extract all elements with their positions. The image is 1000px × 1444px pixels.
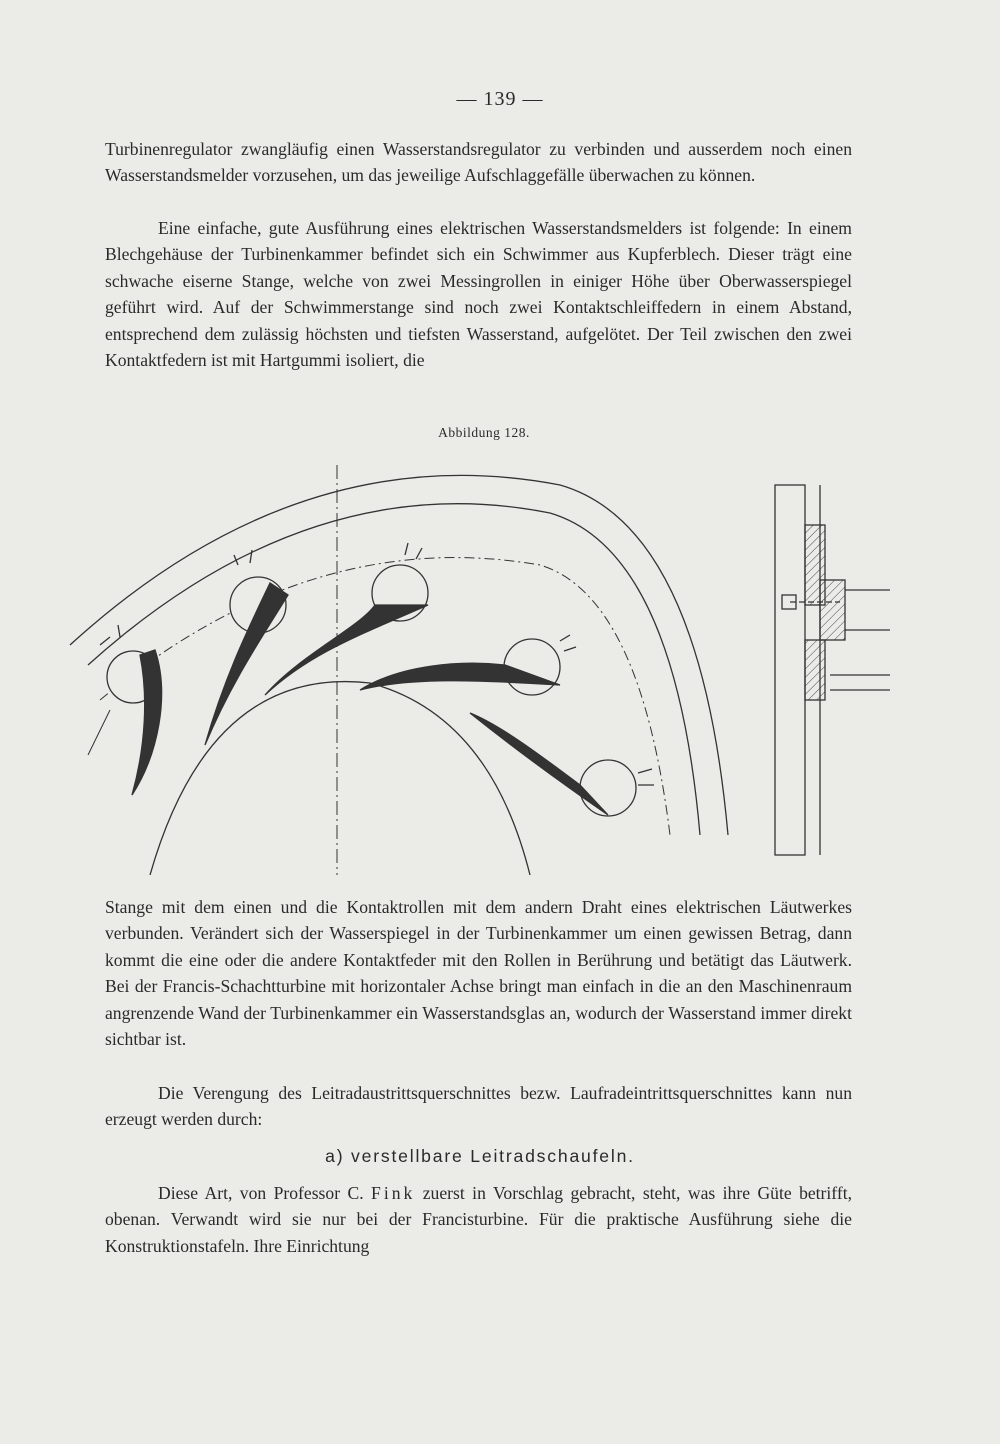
paragraph-text	[105, 1180, 852, 1259]
paragraph-text: Turbinenregulator zwangläufig einen Wasserstandsregulator zu verbinden und ausserdem noch einen Wasserstandsmelder vorzusehen, um das jeweilige Aufschlaggefälle überwachen zu können.	[105, 139, 852, 186]
vane-pivot	[580, 760, 636, 816]
figure-caption: Abbildung 128.	[438, 425, 530, 440]
text-fragment: zuerst in Vorschlag gebracht, steht, was ihre Güte betrifft, obenan. Verwandt wird sie nur bei der Francisturbine. Für die praktische Ausführung siehe die Konstruktionstafeln. Ihre Einrichtung	[105, 1183, 852, 1256]
paragraph-continuation	[105, 136, 852, 189]
paragraph-text: Stange mit dem einen und die Kontaktrollen mit dem andern Draht eines elektrischen Läutwerkes verbunden. Verändert sich der Wasserspiegel in der Turbinenkammer um einen gewissen Betrag, dann kommt die eine oder die andere Kontaktfeder mit den Rollen in Berührung und betätigt das Läutwerk. Bei der Francis-Schachtturbine mit horizontaler Achse bringt man einfach in die an den Maschinenraum angrenzende Wand der Turbinenkammer ein Wasserstandsglas an, wodurch der Wasserstand immer direkt sichtbar ist.	[105, 897, 852, 1050]
page-number: — 139 —	[456, 88, 544, 110]
person-name: Fink	[371, 1183, 416, 1203]
paragraph-water-level-indicator	[105, 215, 852, 373]
side-section	[775, 485, 890, 855]
section-heading: a) verstellbare Leitradschaufeln.	[325, 1146, 635, 1166]
guide-vane-blade	[470, 713, 608, 815]
paragraph-fink-vanes	[105, 1180, 852, 1259]
runner-arc	[150, 682, 530, 875]
figure-guide-vane-drawing	[60, 455, 900, 880]
paragraph-text: Die Verengung des Leitradaustrittsquerschnittes bezw. Laufradeintrittsquerschnittes kann nun erzeugt werden durch:	[105, 1083, 852, 1130]
paragraph-text: Eine einfache, gute Ausführung eines elektrischen Wasserstandsmelders ist folgende: In einem Blechgehäuse der Turbinenkammer befindet sich ein Schwimmer aus Kupferblech. Dieser trägt eine schwache eiserne Stange, welche von zwei Messingrollen in einiger Höhe über Oberwasserspiegel geführt wird. Auf der Schwimmerstange sind noch zwei Kontaktschleiffedern in einem Abstand, entsprechend dem zulässig höchsten und tiefsten Wasserstand, aufgelötet. Der Teil zwischen den zwei Kontaktfedern ist mit Hartgummi isoliert, die	[105, 218, 852, 371]
text-fragment: Diese Art, von Professor C.	[158, 1183, 372, 1203]
paragraph-continuation-2	[105, 894, 852, 1052]
turbine-guide-vane-illustration	[60, 455, 900, 875]
paragraph-cross-section	[105, 1080, 852, 1133]
